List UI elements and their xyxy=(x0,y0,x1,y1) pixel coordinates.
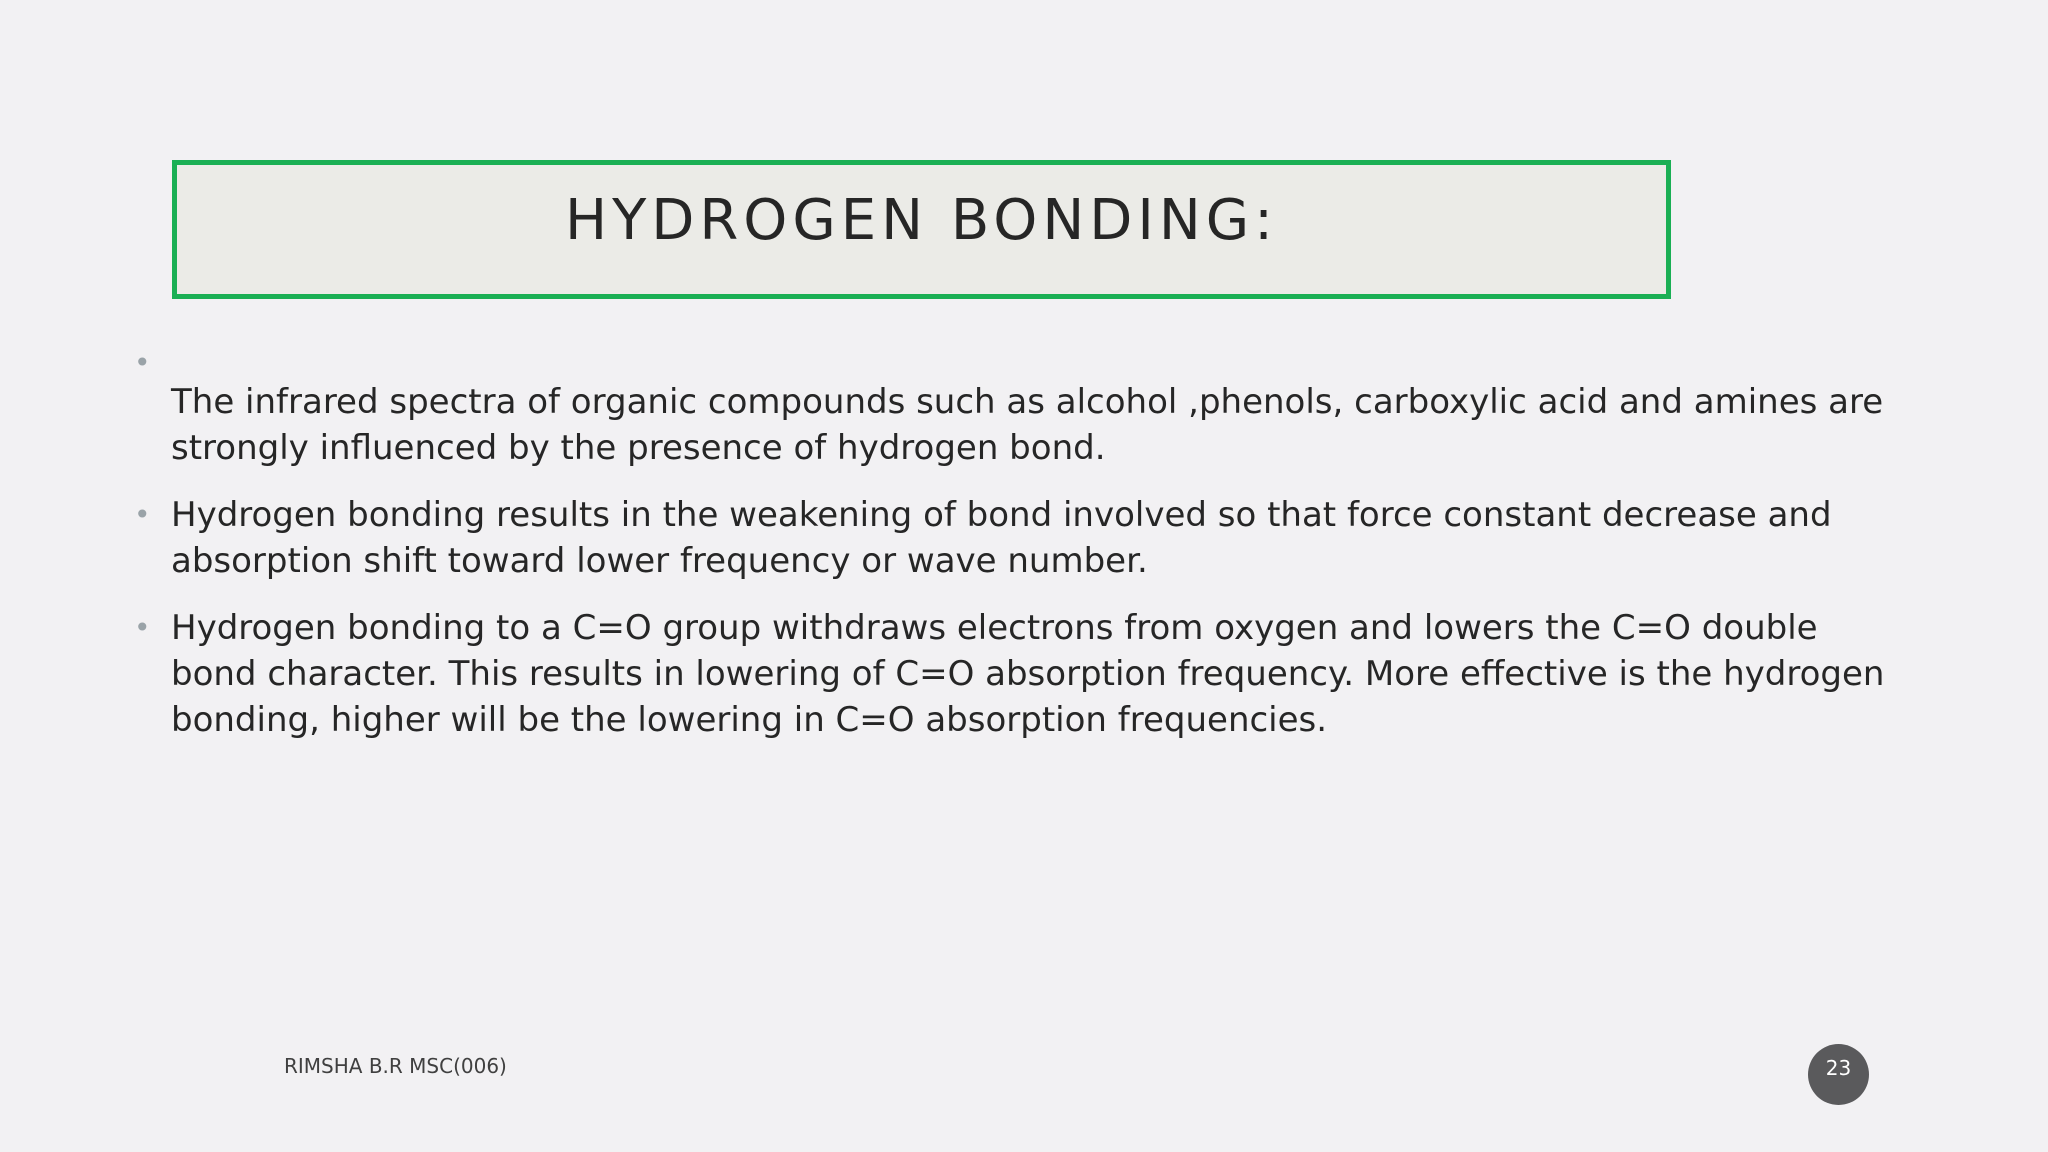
title-box xyxy=(172,160,1671,299)
bullet-text: Hydrogen bonding results in the weakening of bond involved so that force constant decrease and absorption shift toward lower frequency or wave number. xyxy=(171,495,1832,581)
bullet-icon: • xyxy=(134,611,151,644)
bullet-icon: • xyxy=(134,498,151,531)
bullet-icon: • xyxy=(134,346,151,379)
bullet-text: Hydrogen bonding to a C=O group withdraws electrons from oxygen and lowers the C=O double bond character. This results in lowering of C=O absorption frequency. More effective is the hydrogen bonding, higher will be the lowering in C=O absorption frequencies. xyxy=(171,608,1885,740)
bullet-text: The infrared spectra of organic compounds such as alcohol ,phenols, carboxylic acid and amines are strongly influenced by the presence of hydrogen bond. xyxy=(171,382,1884,468)
bullet-item xyxy=(130,340,1890,471)
slide-title: HYDROGEN BONDING: xyxy=(564,188,1279,253)
page-number-badge: 23 xyxy=(1808,1044,1869,1105)
bullet-item xyxy=(130,605,1890,743)
bullet-item xyxy=(130,492,1890,584)
bullet-list xyxy=(130,340,1890,764)
footer-author: RIMSHA B.R MSC(006) xyxy=(284,1054,507,1078)
